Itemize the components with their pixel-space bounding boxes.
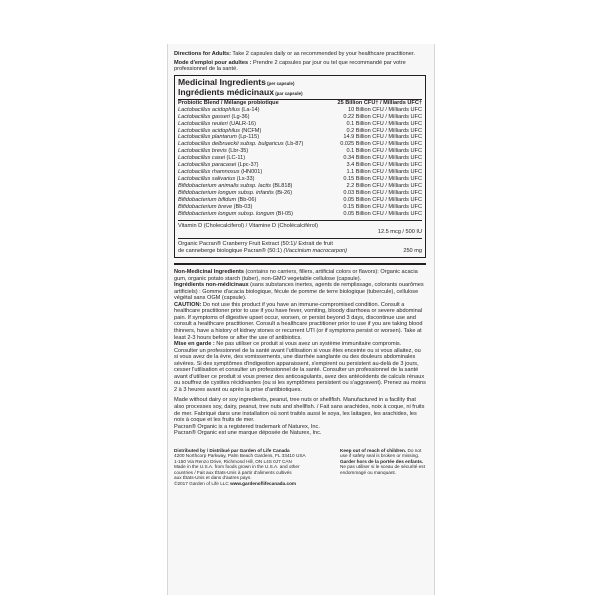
strain-row: Lactobacillus acidophilus (NCFM) 0.2 Billion CFU / Milliards UFC — [178, 127, 422, 134]
strain-row: Lactobacillus paracasei (Lpc-37) 3.4 Billion CFU / Milliards UFC — [178, 162, 422, 169]
non-medicinal-en: Non-Medicinal Ingredients (contains no carriers, fillers, artificial colors or flavors): Organic acacia gum, organic potato starch (tuber), non-GMO vegetable cellulose (capsule). — [174, 269, 418, 282]
strain-row: Bifidobacterium longum subsp. infantis (Bi-26) 0.03 Billion CFU / Milliards UFC — [178, 190, 422, 197]
child-safety-block: Keep out of reach of children. Do not use if safety seal is broken or missing. Garder hors de la portée des enfants. Ne pas utiliser si le sceau de sécurité est endommagé ou manquant. — [340, 447, 425, 475]
footer — [174, 448, 426, 487]
pacran-section — [178, 238, 422, 254]
strain-row: Bifidobacterium bifidum (Bb-06) 0.05 Billion CFU / Milliards UFC — [178, 197, 422, 204]
strain-row: Lactobacillus delbrueckii subsp. bulgaricus (Lb-87) 0.025 Billion CFU / Milliards UFC — [178, 141, 422, 148]
caution-fr: Mise en garde : Ne pas utiliser ce produit si vous avez un système immunitaire compromis. Consulter un professionnel de la santé avant l'utilisation si vous êtes enceinte ou si vous allaitez, ou si vous avez de la èvre, des vomissements, une diarrhée sanglante ou des douleurs abdominales sévères. Si des symptômes d'indigestion apparaissent, s'empirent ou persistent au-delà de 3 jours, cesser l'utilisation et consulter un professionnel de la santé. Consulter un professionnel de la santé avant d'utiliser ce produit si vous prenez des anticoagulants, avez des antécédents de calculs rénaux ou souffrez de cystites récidivantes (ou si les symptômes persistent ou s'aggravent). Prenez au moins 2 à 3 heures avant ou après la prise d'antibiotiques. — [174, 341, 426, 393]
distributor-title: Distributed by / Distribué par Garden of Life Canada — [174, 447, 290, 453]
strain-row: Bifidobacterium animalis subsp. lactis (BL818) 2.2 Billion CFU / Milliards UFC — [178, 183, 422, 190]
strain-row: Lactobacillus casei (LC-11) 0.34 Billion CFU / Milliards UFC — [178, 155, 422, 162]
strain-row: Lactobacillus brevis (Lbr-35) 0.1 Billion CFU / Milliards UFC — [178, 148, 422, 155]
blend-label: Probiotic Blend / Mélange probiotique — [178, 99, 279, 106]
caution-en: CAUTION: Do not use this product if you have an immune-compromised condition. Consult a healthcare practitioner prior to use if you have fever, vomiting, bloody diarrhoea or severe abdominal pain. If symptoms of digestive upset occur, worsen, or persist beyond 3 days, discontinue use and consult a healthcare practitioner. Consult a healthcare practitioner prior to use if you are taking blood thinners, have a history of kidney stones or recurrent UTI (or if symptoms persist or worsen). Take at least 2-3 hours before or after the use of antibiotics. — [174, 301, 423, 341]
origin-line: aux États-Unis et dans d'autres pays. — [174, 475, 252, 481]
vitamin-d-name: Vitamin D (Cholecalciferol) / Vitamine D (Cholécalciférol) — [178, 222, 318, 229]
divider — [174, 263, 426, 265]
medicinal-title-fr: Ingrédients médicinaux (par capsule) — [178, 88, 422, 100]
allergen-statement: Made without dairy or soy ingredients, peanut, tree nuts or shellfish. Manufactured in a facility that also processes soy, dairy, peanut, tree nuts and shellfish. / Fait sans arachides, noix à coque, ni fruits de mer. Fabriqué dans une installation où sont traités aussi le soya, les laitages, les arachides, les noix à coque et les fruits de mer. — [174, 397, 425, 424]
directions-fr: Mode d'emploi pour adultes : Prendre 2 capsules par jour ou tel que recommandé par votre professionnel de la santé. — [174, 59, 406, 73]
address-line: 1-150 Via Renzo Drive, Richmond Hill, ON L4S 0J7 CAN — [174, 458, 292, 464]
vitamin-d-section — [178, 220, 422, 236]
probiotic-blend-row — [178, 100, 422, 107]
label-content — [174, 51, 426, 486]
strain-row: Bifidobacterium longum subsp. longum (BI-05) 0.05 Billion CFU / Milliards UFC — [178, 210, 422, 217]
website-link[interactable]: www.gardenoflifecanada.com — [230, 480, 297, 486]
strain-row: Lactobacillus rhamnosus (HN001) 1.1 Billion CFU / Milliards UFC — [178, 169, 422, 176]
address-line: 4200 Northcorp Parkway, Palm Beach Gardens, FL 33410 USA — [174, 453, 306, 459]
pacran-row: de canneberge biologique Pacran® (50:1) (Vaccinium macrocarpon) 250 mg — [178, 247, 422, 254]
vitamin-d-value: 12.5 mcg / 500 IU — [377, 229, 422, 236]
strain-list — [178, 107, 422, 218]
trademark-fr: Pacran® Organic est une marque déposée de Naturex, Inc. — [174, 430, 322, 437]
strain-row: Bifidobacterium breve (Bb-03) 0.15 Billion CFU / Milliards UFC — [178, 203, 422, 210]
strain-row: Lactobacillus acidophilus (La-14) 10 Billion CFU / Milliards UFC — [178, 106, 422, 113]
pacran-name-line1: Organic Pacran® Cranberry Fruit Extract (50:1)/ Extrait de fruit — [178, 240, 333, 247]
distributor-block — [174, 448, 326, 487]
strain-row: Lactobacillus gasseri (Lg-36) 0.22 Billion CFU / Milliards UFC — [178, 113, 422, 120]
medicinal-title-en: Medicinal Ingredients (per capsule) — [178, 76, 295, 87]
strain-row: Lactobacillus plantarum (Lp-115) 14.9 Billion CFU / Milliards UFC — [178, 134, 422, 141]
medicinal-ingredients-box — [174, 75, 426, 258]
pacran-value: 250 mg — [403, 247, 422, 254]
strain-row: Lactobacillus salivarius (Ls-33) 0.15 Billion CFU / Milliards UFC — [178, 176, 422, 183]
blend-value: 25 Billion CFU† / Milliards UFC† — [337, 99, 422, 106]
origin-line: countries / Fait aux États-Unis à partir d'aliments cultivés — [174, 469, 292, 475]
vitamin-d-row — [178, 229, 422, 236]
trademark-en: Pacran® Organic is a registered trademark of Naturex, Inc. — [174, 423, 320, 430]
origin-line: Made in the U.S.A. from foods grown in the U.S.A. and other — [174, 464, 300, 470]
directions-en: Directions for Adults: Take 2 capsules daily or as recommended by your healthcare practitioner. — [174, 51, 415, 57]
copyright-line: ©2017 Garden of Life LLC www.gardenoflifecanada.com — [174, 480, 297, 486]
strain-row: Lactobacillus reuteri (UALR-16) 0.1 Billion CFU / Milliards UFC — [178, 120, 422, 127]
non-medicinal-fr: Ingrédients non-médicinaux (sans substances inertes, agents de remplissage, colorants ouarômes artificiels) : Gomme d'acacia biologique, fécule de pomme de terre biologique (tubercule), cellulose végétal sans OGM (capsule). — [174, 282, 424, 302]
